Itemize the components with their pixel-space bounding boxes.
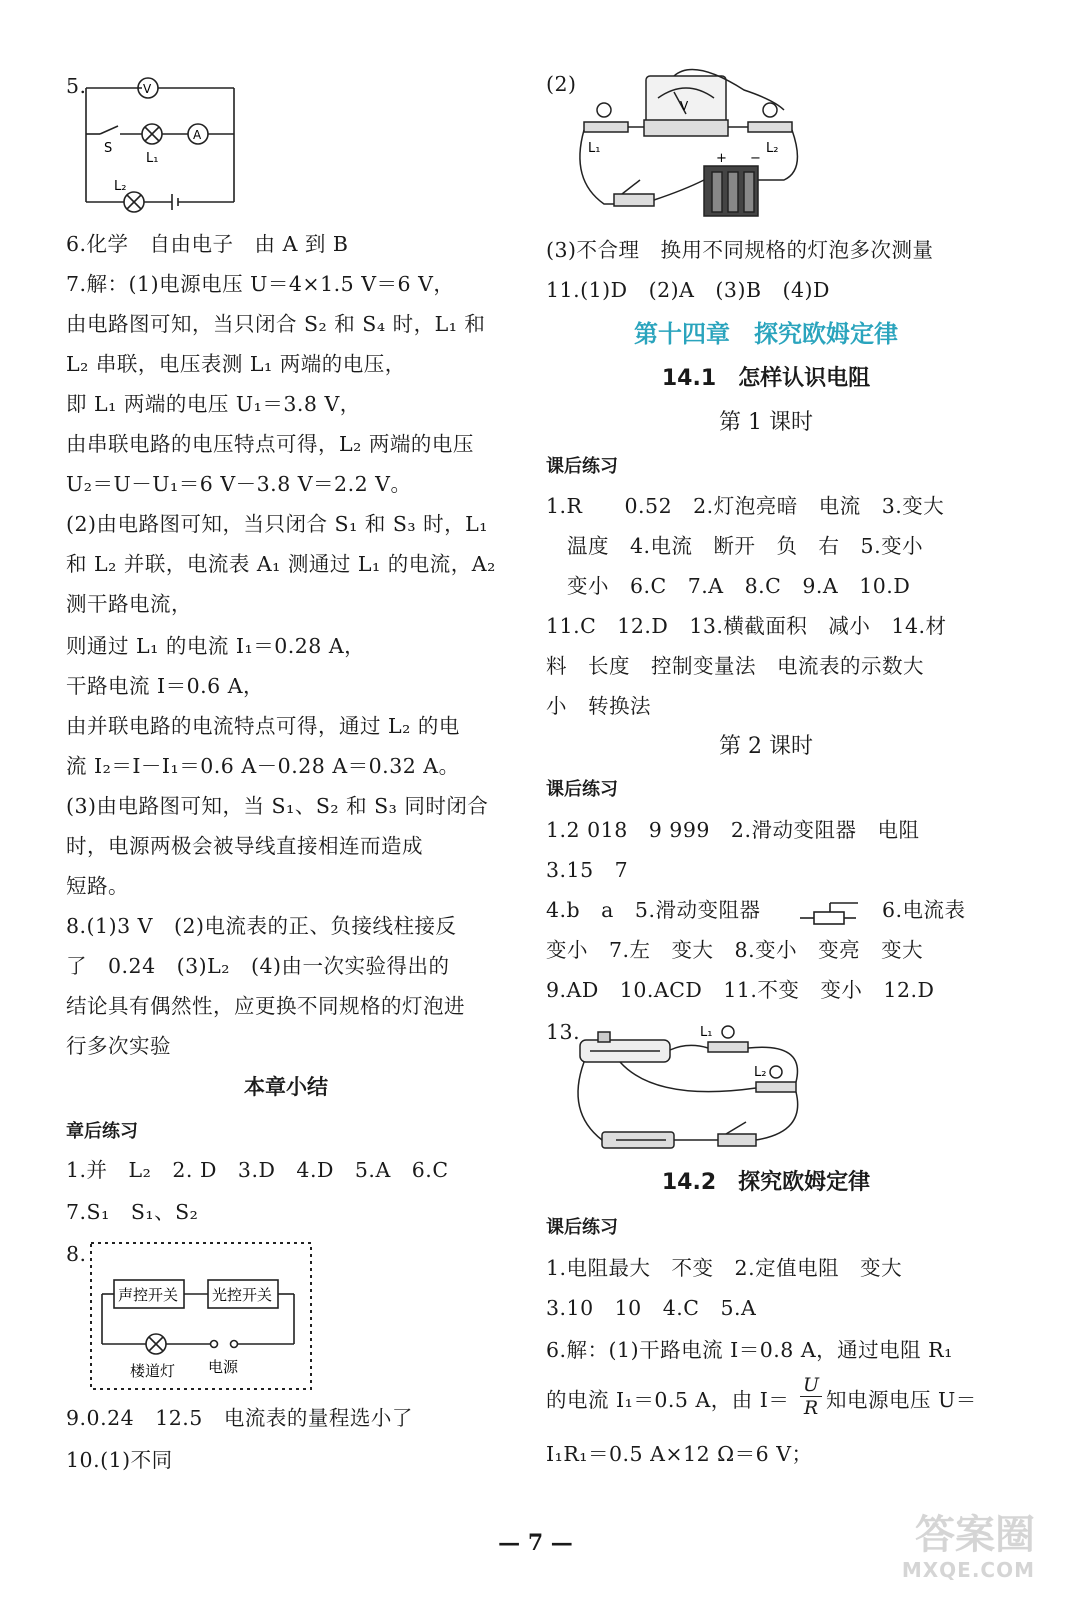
lamp1-label: L₁ (588, 141, 601, 156)
line: 3.10 10 4.C 5.A (546, 1296, 757, 1320)
voltmeter-label: V (143, 82, 152, 96)
line: 9.0.24 12.5 电流表的量程选小了 (66, 1406, 413, 1430)
lesson-title: 14.2 探究欧姆定律 (661, 1170, 871, 1195)
lamp-label: 楼道灯 (130, 1362, 176, 1380)
line: 料 长度 控制变量法 电流表的示数大 (546, 654, 924, 678)
line: 1.电阻最大 不变 2.定值电阻 变大 (546, 1256, 903, 1280)
watermark-title: 答案圈 (915, 1512, 1035, 1558)
line: 由串联电路的电压特点可得，L₂ 两端的电压 (66, 432, 474, 456)
summary-title: 本章小结 (244, 1075, 328, 1099)
line: 8.(1)3 V (2)电流表的正、负接线柱接反 (66, 914, 457, 938)
line: 温度 4.电流 断开 负 右 5.变小 (546, 534, 924, 558)
line: 流 I₂＝I－I₁＝0.6 A－0.28 A＝0.32 A。 (66, 754, 460, 778)
line: 6.电流表 (882, 898, 966, 922)
line: 4.b a 5.滑动变阻器 (546, 898, 761, 922)
ammeter-label: A (193, 128, 202, 142)
section-label: 课后练习 (546, 456, 618, 477)
class-title: 第 1 课时 (719, 410, 813, 435)
switch-box-diagram (90, 1242, 312, 1392)
line: 变小 6.C 7.A 8.C 9.A 10.D (546, 574, 911, 598)
line: 短路。 (66, 874, 129, 898)
rheostat-symbol (800, 900, 864, 926)
line: (3)由电路图可知，当 S₁、S₂ 和 S₃ 同时闭合 (66, 794, 489, 818)
watermark-url: MXQE.COM (901, 1558, 1035, 1582)
line: 11.C 12.D 13.横截面积 减小 14.材 (546, 614, 947, 638)
line: 了 0.24 (3)L₂ (4)由一次实验得出的 (66, 954, 450, 978)
line: 10.(1)不同 (66, 1448, 173, 1472)
line: 行多次实验 (66, 1034, 171, 1058)
q8-label: 8. (66, 1242, 87, 1266)
line: 由并联电路的电流特点可得，通过 L₂ 的电 (66, 714, 460, 738)
line: 1.2 018 9 999 2.滑动变阻器 电阻 (546, 818, 920, 842)
line: 测干路电流， (66, 592, 192, 616)
circuit-photo-q13 (576, 1022, 816, 1162)
line: 小 转换法 (546, 694, 651, 718)
line: 6.解：(1)干路电流 I＝0.8 A，通过电阻 R₁ (546, 1338, 953, 1362)
section-label: 课后练习 (546, 1217, 618, 1238)
meter-label: V (680, 99, 689, 113)
watermark-logo (865, 1512, 1035, 1582)
line: 由电路图可知，当只闭合 S₂ 和 S₄ 时，L₁ 和 (66, 312, 486, 336)
line: 7.解：(1)电源电压 U＝4×1.5 V＝6 V， (66, 272, 455, 296)
line: 则通过 L₁ 的电流 I₁＝0.28 A， (66, 634, 366, 658)
fraction-denominator: R (803, 1397, 819, 1419)
line: L₂ 串联，电压表测 L₁ 两端的电压， (66, 352, 406, 376)
section-label: 课后练习 (546, 779, 618, 800)
minus-label: − (750, 151, 761, 166)
line: 的电流 I₁＝0.5 A，由 I＝ (546, 1388, 790, 1412)
q10-2-label: (2) (546, 72, 577, 96)
lamp2-label: L₂ (766, 141, 779, 156)
fraction-numerator: U (800, 1374, 822, 1397)
circuit-photo-q10 (574, 70, 804, 220)
line: 3.15 7 (546, 858, 629, 882)
line: 1.R 0.52 2.灯泡亮暗 电流 3.变大 (546, 494, 945, 518)
line: 11.(1)D (2)A (3)B (4)D (546, 278, 830, 302)
circuit-diagram-q5 (86, 72, 246, 222)
lamp2-label: L₂ (754, 1065, 767, 1080)
chapter-title: 第十四章 探究欧姆定律 (634, 320, 898, 348)
line: (3)不合理 换用不同规格的灯泡多次测量 (546, 238, 934, 262)
section-label: 章后练习 (66, 1121, 138, 1142)
line: 干路电流 I＝0.6 A， (66, 674, 265, 698)
line: 9.AD 10.ACD 11.不变 变小 12.D (546, 978, 935, 1002)
sound-switch-label: 声控开关 (118, 1286, 179, 1304)
page-number: — 7 — (498, 1530, 573, 1556)
line: 6.化学 自由电子 由 A 到 B (66, 232, 349, 256)
line: 结论具有偶然性，应更换不同规格的灯泡进 (66, 994, 465, 1018)
line: 变小 7.左 变大 8.变小 变亮 变大 (546, 938, 924, 962)
plus-label: + (716, 151, 727, 166)
line: (2)由电路图可知，当只闭合 S₁ 和 S₃ 时，L₁ (66, 512, 488, 536)
line: 和 L₂ 并联，电流表 A₁ 测通过 L₁ 的电流，A₂ (66, 552, 496, 576)
lamp1-label: L₁ (700, 1025, 713, 1040)
q13-label: 13. (546, 1020, 581, 1044)
lamp2-label: L₂ (114, 179, 127, 194)
line: 时，电源两极会被导线直接相连而造成 (66, 834, 423, 858)
line: 7.S₁ S₁、S₂ (66, 1200, 199, 1224)
lamp1-label: L₁ (146, 151, 159, 166)
line: 知电源电压 U＝ (826, 1388, 977, 1412)
switch-label: S (104, 141, 113, 156)
light-switch-label: 光控开关 (212, 1286, 273, 1304)
class-title: 第 2 课时 (719, 734, 813, 759)
line: U₂＝U－U₁＝6 V－3.8 V＝2.2 V。 (66, 472, 412, 496)
q5-label: 5. (66, 74, 87, 98)
fraction (800, 1374, 822, 1419)
power-label: 电源 (208, 1358, 239, 1376)
line: I₁R₁＝0.5 A×12 Ω＝6 V； (546, 1442, 813, 1466)
line: 1.并 L₂ 2. D 3.D 4.D 5.A 6.C (66, 1158, 449, 1182)
lesson-title: 14.1 怎样认识电阻 (661, 366, 871, 391)
line: 即 L₁ 两端的电压 U₁＝3.8 V， (66, 392, 361, 416)
